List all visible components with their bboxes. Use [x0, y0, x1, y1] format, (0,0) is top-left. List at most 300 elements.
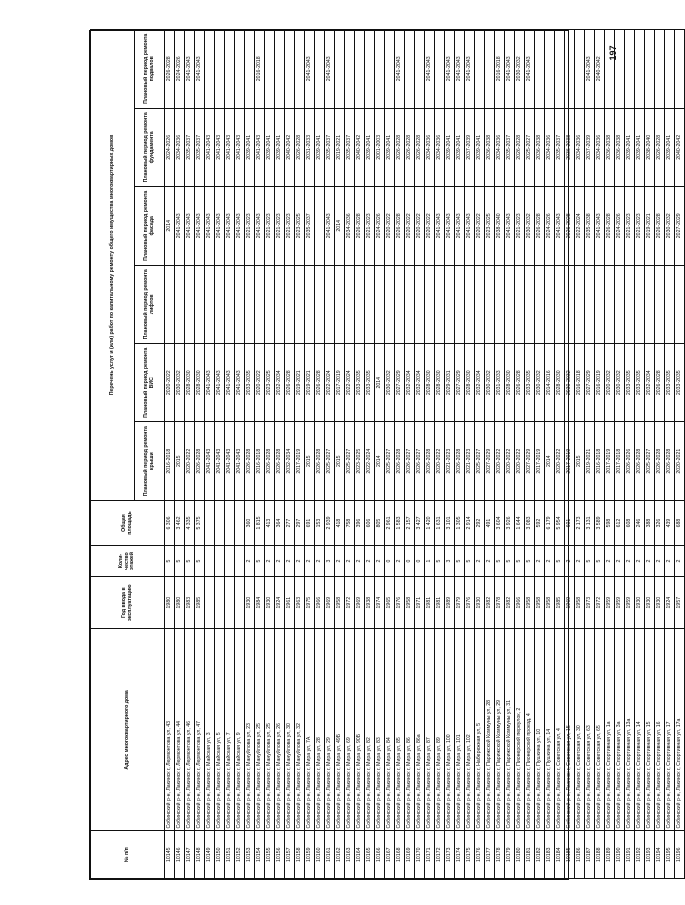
cell-period-basement: 2041-2043	[195, 30, 205, 109]
cell-year: 1981	[435, 577, 445, 629]
cell-period-roof: 2027-2029	[525, 422, 535, 500]
cell-floors: 2	[475, 546, 485, 577]
cell-period-roof: 2020-2021	[675, 422, 685, 500]
cell-period-foundation: 2039-2041	[265, 108, 275, 186]
cell-period-basement	[385, 30, 395, 109]
cell-year: 1958	[575, 577, 585, 629]
cell-year: 1979	[455, 577, 465, 629]
cell-period-vis: 2033-2035	[365, 344, 375, 422]
table-row	[375, 30, 385, 879]
table-header	[91, 30, 165, 879]
cell-year: 1966	[515, 577, 525, 629]
cell-floors: 2	[615, 546, 625, 577]
cell-year: 1982	[485, 577, 495, 629]
table-row	[655, 30, 665, 879]
cell-floors: 2	[575, 546, 585, 577]
cell-period-roof: 2017-2019	[295, 422, 305, 500]
cell-area: 491	[485, 500, 495, 545]
cell-year: 1985	[555, 577, 565, 629]
cell-period-foundation: 2036-2038	[615, 108, 625, 186]
cell-period-foundation: 2039-2041	[625, 108, 635, 186]
cell-period-basement	[675, 30, 685, 109]
table-row	[475, 30, 485, 879]
cell-num: 10145	[165, 831, 175, 879]
cell-period-roof: 2041-2043	[205, 422, 215, 500]
cell-num: 10174	[455, 831, 465, 879]
cell-area: 612	[615, 500, 625, 545]
cell-num: 10180	[515, 831, 525, 879]
cell-period-basement	[245, 30, 255, 109]
cell-floors: 5	[255, 546, 265, 577]
cell-period-vis: 2027-2029	[455, 344, 465, 422]
cell-period-foundation: 2034-2036	[425, 108, 435, 186]
cell-period-basement	[665, 30, 675, 109]
cell-period-foundation: 2036-2038	[605, 108, 615, 186]
cell-year: 1965	[385, 577, 395, 629]
cell-period-vis: 2028-2030	[425, 344, 435, 422]
cell-period-vis: 2041-2043	[235, 344, 245, 422]
cell-period-foundation: 2040-2042	[285, 108, 295, 186]
cell-period-vis: 2026-2028	[315, 344, 325, 422]
cell-period-roof: 2026-2026	[625, 422, 635, 500]
cell-address: Собинский р-н, Лакинск г, Мира ул, 90Б	[355, 629, 365, 831]
cell-period-basement	[405, 30, 415, 109]
cell-period-foundation: 2026-2028	[415, 108, 425, 186]
cell-floors: 2	[295, 546, 305, 577]
header-area: Общая площадь	[91, 500, 165, 545]
cell-period-roof: 2016-2018	[255, 422, 265, 500]
cell-period-facade: 2020-2022	[425, 187, 435, 265]
cell-period-lifts	[255, 265, 265, 343]
cell-period-basement: 2041-2043	[455, 30, 465, 109]
cell-period-foundation: 2026-2028	[515, 108, 525, 186]
cell-period-foundation: 2039-2041	[665, 108, 675, 186]
table-row	[385, 30, 395, 879]
cell-period-foundation: 2039-2041	[385, 108, 395, 186]
cell-period-lifts	[565, 265, 575, 343]
cell-area: 805	[375, 500, 385, 545]
cell-num: 10160	[315, 831, 325, 879]
cell-period-basement: 2041-2043	[325, 30, 335, 109]
cell-period-foundation: 2041-2043	[215, 108, 225, 186]
cell-area: 1 583	[395, 500, 405, 545]
cell-period-roof: 2026-2028	[425, 422, 435, 500]
cell-num: 10149	[205, 831, 215, 879]
cell-period-lifts	[575, 265, 585, 343]
cell-period-roof: 2020-2022	[515, 422, 525, 500]
cell-period-basement: 2030-2032	[515, 30, 525, 109]
cell-period-roof: 2022-2024	[365, 422, 375, 500]
cell-year	[205, 577, 215, 629]
cell-floors: 5	[185, 546, 195, 577]
cell-period-foundation: 2041-2043	[235, 108, 245, 186]
cell-period-facade: 2041-2043	[555, 187, 565, 265]
cell-period-lifts	[555, 265, 565, 343]
cell-period-vis: 2016-2018	[575, 344, 585, 422]
cell-area: 1 420	[425, 500, 435, 545]
cell-address: Собинский р-н, Лакинск г, Пушкина ул, 14	[545, 629, 555, 831]
cell-num: 10159	[305, 831, 315, 879]
cell-year: 1969	[355, 577, 365, 629]
cell-period-roof: 2021-2023	[465, 422, 475, 500]
cell-period-basement	[575, 30, 585, 109]
cell-period-lifts	[365, 265, 375, 343]
cell-period-basement	[655, 30, 665, 109]
cell-period-vis: 2014	[375, 344, 385, 422]
cell-period-facade: 2041-2043	[205, 187, 215, 265]
cell-year: 1930	[635, 577, 645, 629]
cell-area: 3 427	[415, 500, 425, 545]
cell-year: 1958	[525, 577, 535, 629]
cell-period-vis: 2014-2016	[545, 344, 555, 422]
table-row	[535, 30, 545, 879]
cell-address: Собинский р-н, Лакинск г, Лермонтова ул, 43	[165, 629, 175, 831]
table-wrapper	[89, 30, 682, 880]
cell-period-facade: 2041-2043	[435, 187, 445, 265]
cell-period-basement	[635, 30, 645, 109]
cell-period-foundation: 2035-2037	[505, 108, 515, 186]
cell-period-roof: 2015	[175, 422, 185, 500]
cell-floors: 5	[435, 546, 445, 577]
cell-year: 1958	[405, 577, 415, 629]
cell-period-lifts	[335, 265, 345, 343]
table-row	[285, 30, 295, 879]
cell-num: 10186	[575, 831, 585, 879]
table-row	[645, 30, 655, 879]
cell-address: Собинский р-н, Лакинск г, Спортивная ул, 14	[635, 629, 645, 831]
cell-num: 10191	[625, 831, 635, 879]
cell-period-facade: 2041-2043	[455, 187, 465, 265]
cell-year: 1959	[625, 577, 635, 629]
cell-period-foundation: 2041-2043	[225, 108, 235, 186]
cell-floors: 5	[555, 546, 565, 577]
cell-year: 1930	[475, 577, 485, 629]
header-floors: Коли-чество этажей	[91, 546, 165, 577]
cell-area: 277	[285, 500, 295, 545]
table-row	[315, 30, 325, 879]
cell-period-basement: 2040-2042	[595, 30, 605, 109]
cell-period-basement	[485, 30, 495, 109]
cell-num: 10156	[275, 831, 285, 879]
cell-period-foundation: 2034-2036	[595, 108, 605, 186]
cell-period-foundation: 2026-2028	[395, 108, 405, 186]
cell-year: 1989	[445, 577, 455, 629]
cell-floors	[215, 546, 225, 577]
table-row	[215, 30, 225, 879]
cell-period-roof: 2021-2023	[445, 422, 455, 500]
cell-period-basement	[645, 30, 655, 109]
cell-year: 1959	[615, 577, 625, 629]
cell-period-basement: 2041-2043	[185, 30, 195, 109]
cell-floors: 5	[495, 546, 505, 577]
cell-area: 688	[675, 500, 685, 545]
cell-period-lifts	[235, 265, 245, 343]
cell-area: 2 939	[325, 500, 335, 545]
cell-floors: 2	[305, 546, 315, 577]
cell-period-facade: 2020-2022	[475, 187, 485, 265]
header-period-roof: Плановый период ремонта крыши	[135, 422, 165, 500]
cell-period-basement: 2041-2043	[305, 30, 315, 109]
cell-period-facade: 2026-2028	[395, 187, 405, 265]
table-row	[525, 30, 535, 879]
cell-period-vis: 2032-2034	[475, 344, 485, 422]
cell-period-vis: 2028-2030	[505, 344, 515, 422]
cell-year: 1976	[395, 577, 405, 629]
cell-period-roof: 2026-2028	[665, 422, 675, 500]
cell-period-basement: 2024-2026	[175, 30, 185, 109]
cell-period-lifts	[405, 265, 415, 343]
cell-year: 1972	[345, 577, 355, 629]
cell-floors: 2	[485, 546, 495, 577]
table-row	[355, 30, 365, 879]
cell-year: 1973	[585, 577, 595, 629]
table-row	[635, 30, 645, 879]
cell-num: 10187	[585, 831, 595, 879]
cell-period-roof: 2026-2028	[315, 422, 325, 500]
cell-num: 10167	[385, 831, 395, 879]
cell-period-facade: 2021-2023	[625, 187, 635, 265]
cell-year	[235, 577, 245, 629]
page-number: 197	[608, 45, 618, 61]
cell-period-lifts	[185, 265, 195, 343]
cell-period-lifts	[585, 265, 595, 343]
cell-address: Собинский р-н, Лакинск г, Мира ул, 83	[375, 629, 385, 831]
cell-period-roof: 2020-2022	[555, 422, 565, 500]
cell-period-roof: 2026-2028	[395, 422, 405, 500]
cell-period-vis: 2041-2043	[225, 344, 235, 422]
cell-period-facade: 2021-2023	[285, 187, 295, 265]
cell-period-lifts	[375, 265, 385, 343]
cell-period-vis: 2030-2032	[565, 344, 575, 422]
cell-year: 1982	[505, 577, 515, 629]
cell-period-facade: 2041-2043	[595, 187, 605, 265]
cell-area	[205, 500, 215, 545]
cell-period-lifts	[525, 265, 535, 343]
cell-period-foundation: 2035-2037	[325, 108, 335, 186]
cell-period-facade: 2041-2043	[225, 187, 235, 265]
cell-period-lifts	[225, 265, 235, 343]
cell-period-facade: 2041-2043	[465, 187, 475, 265]
cell-period-roof: 2026-2028	[655, 422, 665, 500]
cell-period-roof: 2016-2018	[165, 422, 175, 500]
cell-period-basement: 2041-2043	[465, 30, 475, 109]
cell-period-roof: 2020-2022	[505, 422, 515, 500]
cell-period-facade: 2021-2023	[245, 187, 255, 265]
cell-address: Собинский р-н, Лакинск г, Спортивная ул, 17	[665, 629, 675, 831]
cell-address: Собинский р-н, Лакинск г, Спортивная ул, 1а	[605, 629, 615, 831]
cell-period-basement	[365, 30, 375, 109]
cell-address: Собинский р-н, Лакинск г, Пионерский проезд, 4	[525, 629, 535, 831]
cell-period-foundation: 2039-2041	[475, 108, 485, 186]
cell-period-roof: 2014	[545, 422, 555, 500]
table-row	[295, 30, 305, 879]
table-row	[435, 30, 445, 879]
cell-area: 3 462	[175, 500, 185, 545]
cell-period-roof: 2026-2028	[635, 422, 645, 500]
cell-period-foundation: 2034-2036	[575, 108, 585, 186]
cell-period-facade: 2021-2023	[365, 187, 375, 265]
cell-period-facade: 2041-2043	[505, 187, 515, 265]
cell-address: Собинский р-н, Лакинск г, Майская ул, 5	[215, 629, 225, 831]
cell-num: 10173	[445, 831, 455, 879]
cell-period-roof: 2025-2027	[385, 422, 395, 500]
cell-area: 418	[335, 500, 345, 545]
cell-num: 10194	[655, 831, 665, 879]
cell-period-facade: 2026-2028	[605, 187, 615, 265]
cell-year: 1972	[595, 577, 605, 629]
cell-address: Собинский р-н, Лакинск г, Мира ул, 28	[315, 629, 325, 831]
cell-floors: 5	[465, 546, 475, 577]
cell-period-vis: 2041-2043	[215, 344, 225, 422]
table-row	[165, 30, 175, 879]
table-row	[465, 30, 475, 879]
cell-year: 1984	[255, 577, 265, 629]
cell-period-basement	[355, 30, 365, 109]
cell-period-roof: 2027-2029	[485, 422, 495, 500]
cell-area: 3 604	[495, 500, 505, 545]
cell-num: 10176	[475, 831, 485, 879]
cell-address: Собинский р-н, Лакинск г, Советская ул, 15	[565, 629, 575, 831]
cell-period-facade: 2019-2021	[645, 187, 655, 265]
cell-period-vis: 2028-2030	[195, 344, 205, 422]
cell-period-facade: 2022-2024	[575, 187, 585, 265]
cell-year: 1930	[645, 577, 655, 629]
cell-floors: 2	[605, 546, 615, 577]
cell-area: 691	[305, 500, 315, 545]
cell-address: Собинский р-н, Лакинск г, Мира ул, 29	[325, 629, 335, 831]
cell-floors: 2	[665, 546, 675, 577]
cell-period-basement	[225, 30, 235, 109]
cell-floors: 5	[595, 546, 605, 577]
header-period-lifts: Плановый период ремонта лифтов	[135, 265, 165, 343]
cell-num: 10164	[355, 831, 365, 879]
cell-period-vis: 2028-2030	[435, 344, 445, 422]
cell-area: 1 815	[255, 500, 265, 545]
cell-area: 3 083	[525, 500, 535, 545]
cell-floors: 2	[335, 546, 345, 577]
cell-period-basement	[205, 30, 215, 109]
table-row	[625, 30, 635, 879]
cell-period-facade: 2041-2043	[235, 187, 245, 265]
cell-area: 3 131	[585, 500, 595, 545]
cell-period-lifts	[385, 265, 395, 343]
cell-period-roof: 2020-2022	[435, 422, 445, 500]
cell-period-lifts	[315, 265, 325, 343]
cell-period-vis: 2041-2043	[205, 344, 215, 422]
cell-address: Собинский р-н, Лакинск г, Майская ул, 9	[235, 629, 245, 831]
cell-period-vis: 2031-2033	[495, 344, 505, 422]
cell-period-foundation: 2039-2041	[635, 108, 645, 186]
cell-period-foundation: 2034-2036	[435, 108, 445, 186]
cell-address: Собинский р-н, Лакинск г, Спортивная ул, 3а	[615, 629, 625, 831]
cell-period-basement	[475, 30, 485, 109]
cell-num: 10151	[225, 831, 235, 879]
cell-address: Собинский р-н, Лакинск г, Мира ул, 7А	[305, 629, 315, 831]
cell-year: 1966	[315, 577, 325, 629]
cell-period-facade: 2041-2043	[185, 187, 195, 265]
cell-period-basement	[275, 30, 285, 109]
cell-period-foundation: 2038-2040	[645, 108, 655, 186]
cell-period-basement	[565, 30, 575, 109]
cell-year: 1961	[285, 577, 295, 629]
cell-num: 10154	[255, 831, 265, 879]
table-row	[605, 30, 615, 879]
cell-area: 5 954	[555, 500, 565, 545]
cell-period-foundation: 2035-2037	[195, 108, 205, 186]
cell-address: Собинский р-н, Лакинск г, Мануйлова ул, 25	[255, 629, 265, 831]
cell-period-facade: 2041-2043	[325, 187, 335, 265]
cell-floors: 2	[315, 546, 325, 577]
cell-floors: 3	[325, 546, 335, 577]
cell-period-vis: 2033-2035	[675, 344, 685, 422]
cell-period-roof: 2041-2043	[215, 422, 225, 500]
cell-period-foundation: 2019-2021	[335, 108, 345, 186]
cell-period-vis: 2030-2032	[535, 344, 545, 422]
header-period-vis: Плановый период ремонта ВИС	[135, 344, 165, 422]
cell-period-lifts	[215, 265, 225, 343]
cell-period-lifts	[465, 265, 475, 343]
cell-area: 388	[645, 500, 655, 545]
cell-period-facade: 2021-2023	[275, 187, 285, 265]
cell-area: 6 306	[165, 500, 175, 545]
cell-address: Собинский р-н, Лакинск г, Советская ул, 65	[595, 629, 605, 831]
table-row	[305, 30, 315, 879]
cell-address: Собинский р-н, Лакинск г, Мира ул, 86а	[415, 629, 425, 831]
header-period-foundation: Плановый период ремонта фундамента	[135, 108, 165, 186]
cell-num: 10163	[345, 831, 355, 879]
cell-year: 1969	[325, 577, 335, 629]
cell-address: Собинский р-н, Лакинск г, Советская ул, 4	[555, 629, 565, 831]
table-row	[325, 30, 335, 879]
rotated-table-sheet	[89, 30, 682, 880]
cell-period-facade: 2014	[165, 187, 175, 265]
table-row	[565, 30, 575, 879]
cell-floors: 2	[245, 546, 255, 577]
cell-floors: 5	[195, 546, 205, 577]
cell-address: Собинский р-н, Лакинск г, Спортивная ул, 16	[655, 629, 665, 831]
cell-period-foundation: 2026-2028	[405, 108, 415, 186]
cell-period-lifts	[645, 265, 655, 343]
cell-year: 1975	[305, 577, 315, 629]
cell-num: 10177	[485, 831, 495, 879]
cell-period-basement: 2041-2043	[525, 30, 535, 109]
cell-period-vis: 2032-2034	[415, 344, 425, 422]
cell-period-basement	[545, 30, 555, 109]
cell-floors: 2	[655, 546, 665, 577]
cell-period-foundation: 2041-2043	[205, 108, 215, 186]
cell-period-roof: 2017-2019	[605, 422, 615, 500]
cell-period-facade: 2014	[335, 187, 345, 265]
table-row	[405, 30, 415, 879]
cell-period-basement	[315, 30, 325, 109]
cell-num: 10185	[565, 831, 575, 879]
cell-period-basement: 2041-2043	[505, 30, 515, 109]
cell-num: 10178	[495, 831, 505, 879]
cell-period-basement: 2041-2043	[425, 30, 435, 109]
cell-period-basement: 2016-2018	[255, 30, 265, 109]
table-row	[175, 30, 185, 879]
cell-year: 1938	[365, 577, 375, 629]
cell-address: Собинский р-н, Лакинск г, Мануйлова ул, 32	[295, 629, 305, 831]
table-row	[675, 30, 685, 879]
cell-period-basement	[295, 30, 305, 109]
cell-period-roof: 2026-2027	[405, 422, 415, 500]
cell-period-lifts	[595, 265, 605, 343]
cell-address: Собинский р-н, Лакинск г, Мануйлова ул, 25	[265, 629, 275, 831]
cell-period-lifts	[275, 265, 285, 343]
cell-period-lifts	[515, 265, 525, 343]
cell-year: 1957	[675, 577, 685, 629]
